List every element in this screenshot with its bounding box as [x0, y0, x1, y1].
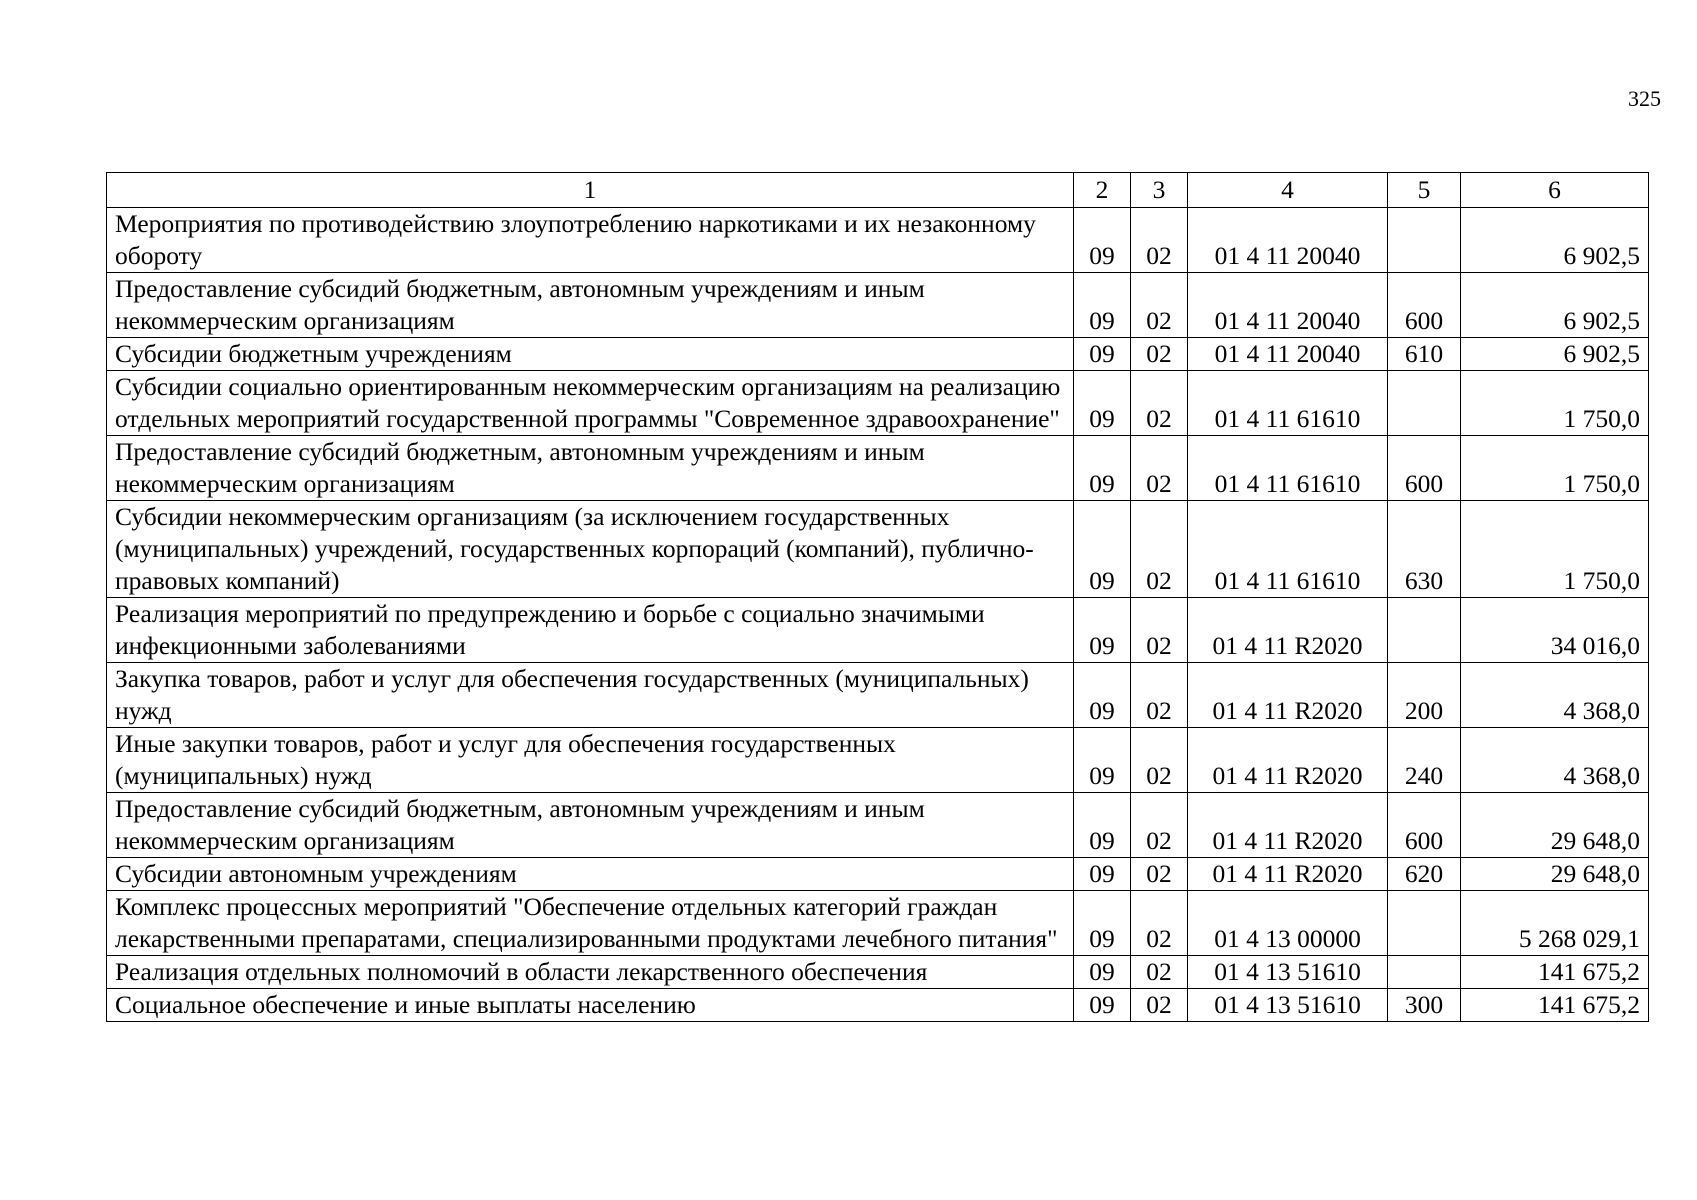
row-expense-type: 620	[1388, 858, 1461, 891]
row-target-code: 01 4 13 51610	[1188, 956, 1388, 989]
row-section: 09	[1074, 208, 1131, 273]
row-expense-type: 600	[1388, 436, 1461, 501]
row-amount: 1 750,0	[1461, 501, 1649, 598]
table-header	[107, 173, 1649, 208]
row-amount: 29 648,0	[1461, 793, 1649, 858]
table-row	[107, 989, 1649, 1022]
row-expense-type: 300	[1388, 989, 1461, 1022]
table-row	[107, 273, 1649, 338]
row-expense-type	[1388, 208, 1461, 273]
row-subsection: 02	[1131, 436, 1188, 501]
row-name: Предоставление субсидий бюджетным, автономным учреждениям и иным некоммерческим организациям	[107, 793, 1074, 858]
row-name: Субсидии некоммерческим организациям (за исключением государственных (муниципальных) учреждений, государственных корпораций (компаний), публично-правовых компаний)	[107, 501, 1074, 598]
row-subsection: 02	[1131, 956, 1188, 989]
row-name: Комплекс процессных мероприятий "Обеспечение отдельных категорий граждан лекарственными препаратами, специализированными продуктами лечебного питания"	[107, 891, 1074, 956]
row-section: 09	[1074, 598, 1131, 663]
header-col-5: 5	[1388, 173, 1461, 208]
row-amount: 6 902,5	[1461, 208, 1649, 273]
row-subsection: 02	[1131, 598, 1188, 663]
row-expense-type: 630	[1388, 501, 1461, 598]
table-row	[107, 728, 1649, 793]
row-expense-type: 200	[1388, 663, 1461, 728]
row-target-code: 01 4 13 51610	[1188, 989, 1388, 1022]
row-target-code: 01 4 11 61610	[1188, 501, 1388, 598]
table-row	[107, 793, 1649, 858]
row-amount: 141 675,2	[1461, 956, 1649, 989]
row-amount: 29 648,0	[1461, 858, 1649, 891]
header-col-2: 2	[1074, 173, 1131, 208]
row-name: Предоставление субсидий бюджетным, автономным учреждениям и иным некоммерческим организациям	[107, 436, 1074, 501]
row-subsection: 02	[1131, 501, 1188, 598]
row-target-code: 01 4 11 20040	[1188, 273, 1388, 338]
row-target-code: 01 4 11 20040	[1188, 208, 1388, 273]
row-expense-type: 240	[1388, 728, 1461, 793]
row-expense-type: 610	[1388, 338, 1461, 371]
row-subsection: 02	[1131, 273, 1188, 338]
row-amount: 4 368,0	[1461, 728, 1649, 793]
row-amount: 6 902,5	[1461, 338, 1649, 371]
budget-table	[106, 172, 1649, 1022]
row-amount: 1 750,0	[1461, 436, 1649, 501]
row-section: 09	[1074, 663, 1131, 728]
row-target-code: 01 4 13 00000	[1188, 891, 1388, 956]
row-name: Иные закупки товаров, работ и услуг для обеспечения государственных (муниципальных) нужд	[107, 728, 1074, 793]
row-expense-type: 600	[1388, 273, 1461, 338]
header-row	[107, 173, 1649, 208]
table-row	[107, 956, 1649, 989]
row-target-code: 01 4 11 R2020	[1188, 598, 1388, 663]
row-section: 09	[1074, 858, 1131, 891]
row-expense-type: 600	[1388, 793, 1461, 858]
table-row	[107, 208, 1649, 273]
row-amount: 1 750,0	[1461, 371, 1649, 436]
row-target-code: 01 4 11 R2020	[1188, 858, 1388, 891]
header-col-6: 6	[1461, 173, 1649, 208]
row-subsection: 02	[1131, 338, 1188, 371]
row-section: 09	[1074, 956, 1131, 989]
table-body	[107, 208, 1649, 1022]
row-target-code: 01 4 11 R2020	[1188, 663, 1388, 728]
table-row	[107, 858, 1649, 891]
row-subsection: 02	[1131, 858, 1188, 891]
header-col-1: 1	[107, 173, 1074, 208]
row-subsection: 02	[1131, 793, 1188, 858]
row-subsection: 02	[1131, 208, 1188, 273]
row-amount: 141 675,2	[1461, 989, 1649, 1022]
row-section: 09	[1074, 273, 1131, 338]
page-number: 325	[1628, 86, 1661, 111]
table-row	[107, 501, 1649, 598]
row-section: 09	[1074, 728, 1131, 793]
table-row	[107, 436, 1649, 501]
row-expense-type	[1388, 891, 1461, 956]
header-col-4: 4	[1188, 173, 1388, 208]
row-section: 09	[1074, 891, 1131, 956]
row-name: Субсидии бюджетным учреждениям	[107, 338, 1074, 371]
row-target-code: 01 4 11 61610	[1188, 371, 1388, 436]
row-section: 09	[1074, 793, 1131, 858]
row-amount: 34 016,0	[1461, 598, 1649, 663]
table-row	[107, 338, 1649, 371]
row-expense-type	[1388, 598, 1461, 663]
row-section: 09	[1074, 436, 1131, 501]
row-target-code: 01 4 11 R2020	[1188, 728, 1388, 793]
header-col-3: 3	[1131, 173, 1188, 208]
row-expense-type	[1388, 956, 1461, 989]
row-name: Реализация мероприятий по предупреждению и борьбе с социально значимыми инфекционными заболеваниями	[107, 598, 1074, 663]
row-subsection: 02	[1131, 663, 1188, 728]
row-target-code: 01 4 11 61610	[1188, 436, 1388, 501]
row-section: 09	[1074, 501, 1131, 598]
row-name: Предоставление субсидий бюджетным, автономным учреждениям и иным некоммерческим организациям	[107, 273, 1074, 338]
row-amount: 4 368,0	[1461, 663, 1649, 728]
row-section: 09	[1074, 371, 1131, 436]
row-name: Социальное обеспечение и иные выплаты населению	[107, 989, 1074, 1022]
row-subsection: 02	[1131, 989, 1188, 1022]
table-row	[107, 891, 1649, 956]
row-subsection: 02	[1131, 371, 1188, 436]
row-target-code: 01 4 11 R2020	[1188, 793, 1388, 858]
row-amount: 5 268 029,1	[1461, 891, 1649, 956]
row-subsection: 02	[1131, 891, 1188, 956]
row-expense-type	[1388, 371, 1461, 436]
row-target-code: 01 4 11 20040	[1188, 338, 1388, 371]
row-name: Закупка товаров, работ и услуг для обеспечения государственных (муниципальных) нужд	[107, 663, 1074, 728]
row-section: 09	[1074, 989, 1131, 1022]
table-row	[107, 598, 1649, 663]
row-name: Реализация отдельных полномочий в области лекарственного обеспечения	[107, 956, 1074, 989]
row-name: Мероприятия по противодействию злоупотреблению наркотиками и их незаконному обороту	[107, 208, 1074, 273]
row-name: Субсидии социально ориентированным некоммерческим организациям на реализацию отдельных мероприятий государственной программы "Современное здравоохранение"	[107, 371, 1074, 436]
table-row	[107, 371, 1649, 436]
row-amount: 6 902,5	[1461, 273, 1649, 338]
row-subsection: 02	[1131, 728, 1188, 793]
row-section: 09	[1074, 338, 1131, 371]
row-name: Субсидии автономным учреждениям	[107, 858, 1074, 891]
table-row	[107, 663, 1649, 728]
